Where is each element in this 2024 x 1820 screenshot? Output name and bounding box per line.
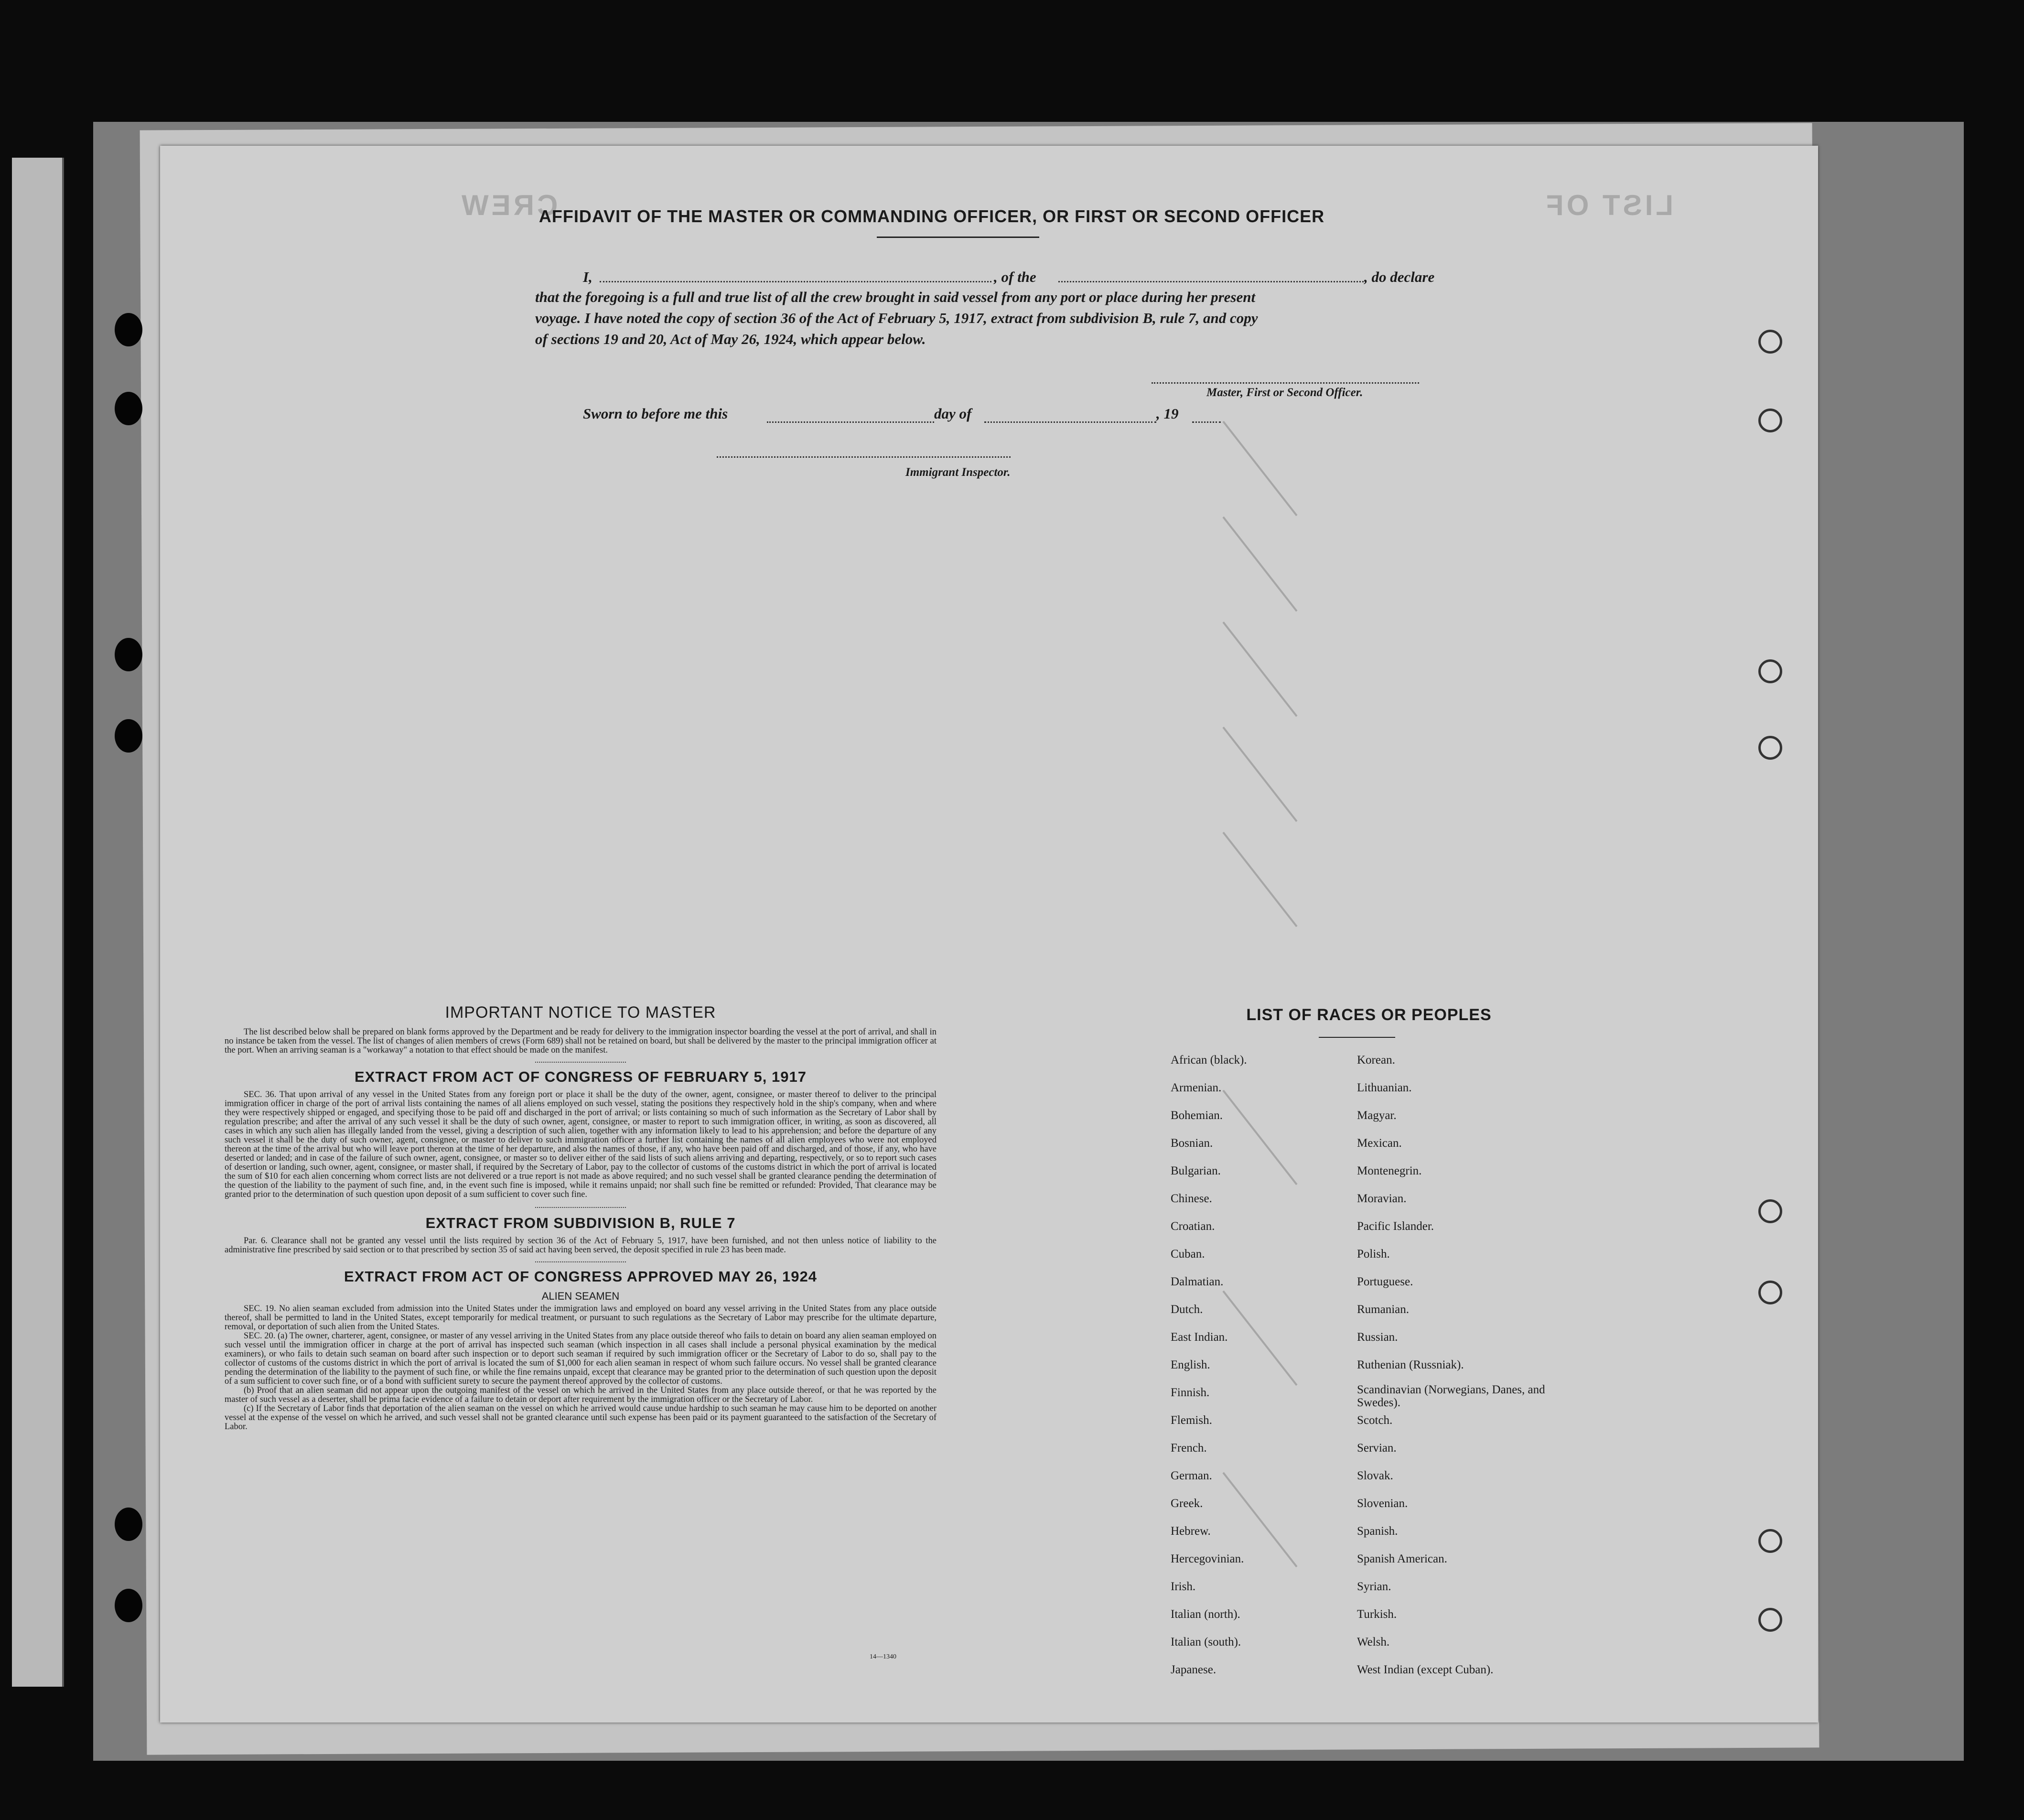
race-item: Welsh. [1357, 1636, 1390, 1648]
affidavit-line-3: voyage. I have noted the copy of section 36 of the Act of February 5, 1917, extract from subdivision B, rule 7, and copy [535, 310, 1258, 326]
binder-hole [1758, 659, 1782, 683]
title-rule [877, 237, 1039, 238]
race-item: Ruthenian (Russniak). [1357, 1358, 1464, 1371]
race-item: Pacific Islander. [1357, 1220, 1434, 1233]
alien-seamen-subtitle: ALIEN SEAMEN [541, 1290, 620, 1302]
extract-rule7-body: Par. 6. Clearance shall not be granted any vessel until the lists required by section 36 of the Act of February 5, 1917, have been furnished, and not then unless notice of liability to the administrative fine prescribed by said section or to that prescribed by section 35 of said act having been served, the deposit specified in rule 23 has been made. [225, 1236, 937, 1255]
race-item: Japanese. [1171, 1663, 1217, 1676]
race-item: Croatian. [1171, 1220, 1215, 1233]
punch-hole [115, 719, 142, 753]
race-item: Scandinavian (Norwegians, Danes, and Swedes). [1357, 1383, 1545, 1409]
race-item: Chinese. [1171, 1192, 1212, 1205]
race-item: Dutch. [1171, 1303, 1203, 1316]
form-number: 14—1340 [870, 1653, 896, 1660]
punch-hole [115, 1508, 142, 1541]
master-caption: Master, First or Second Officer. [1206, 386, 1363, 399]
binder-hole [1758, 1199, 1782, 1223]
race-item: French. [1171, 1442, 1207, 1454]
race-item: African (black). [1171, 1054, 1247, 1066]
sec-20a: SEC. 20. (a) The owner, charterer, agent, consignee, or master of any vessel arriving in the United States from any place outside thereof who fails to detain on board any alien seaman employed on such vessel until the immigration officer in charge at the port of arrival has inspected such seaman (which inspection in all cases shall include a personal physical examination by the medical examiners), or who fails to detain such seaman on board after such inspection or to deport such seaman if required by such immigration officer or the Secretary of Labor to do so, shall pay to the collector of customs of the customs district in which the port of arrival is located the sum of $1,000 for each alien seaman in respect of whom such failure occurs. No vessel shall be granted clearance pending the determination of the liability to the payment of such fine, or while the fine remains unpaid, except that clearance may be granted prior to the determination of such question upon the deposit of a sum sufficient to cover such fine, or of a bond with sufficient surety to secure the payment thereof approved by the collector of customs. [225, 1331, 937, 1386]
race-item: English. [1171, 1358, 1210, 1371]
race-item: Turkish. [1357, 1608, 1397, 1621]
punch-hole [115, 392, 142, 425]
race-item: German. [1171, 1469, 1212, 1482]
extract-1917-title: EXTRACT FROM ACT OF CONGRESS OF FEBRUARY 5, 1917 [355, 1068, 807, 1085]
race-item: Polish. [1357, 1248, 1390, 1260]
extract-1917-body: SEC. 36. That upon arrival of any vessel in the United States from any foreign port or place it shall be the duty of the owner, agent, consignee, or master thereof to deliver to the principal immigration officer in charge of the port of arrival lists containing the names of all aliens employed on such vessel, stating the positions they respectively hold in the ship's company, when and where they were respectively shipped or engaged, and specifying those to be paid off and discharged in the port of arrival; or lists containing so much of such information as the Secretary of Labor shall by regulation prescribe; and after the arrival of any such vessel it shall be the duty of such owner, agent, consignee, or master to report to such immigration officer, in writing, as soon as discovered, all cases in which any such alien has illegally landed from the vessel, giving a description of such alien, together with any information likely to lead to his apprehension; and before the departure of any such vessel it shall be the duty of such owner, agent, consignee, or master to deliver to such immigration officer a further list containing the names of all alien employees who were not employed thereon at the time of the arrival but who will leave port thereon at the time of her departure, and also the names of those, if any, who have been paid off and discharged, and of those, if any, who have deserted or landed; and in case of the failure of such owner, agent, consignee, or master so to deliver either of the said lists of such aliens arriving and departing, respectively, or so to report such cases of desertion or landing, such owner, agent, consignee, or master shall, if required by the Secretary of Labor, pay to the collector of customs of the customs district in which the port of arrival is located the sum of $10 for each alien concerning whom correct lists are not delivered or a true report is not made as above required; and no such vessel shall be granted clearance pending the determination of the question of the liability to the payment of such fine, and, in the event such fine is imposed, while it remains unpaid; nor shall such fine be remitted or refunded: Provided, That clearance may be granted prior to the determination of such question upon deposit of a sum sufficient to cover such fine. [225, 1090, 937, 1199]
race-item: Italian (north). [1171, 1608, 1240, 1621]
race-item: Greek. [1171, 1497, 1203, 1510]
day-of-text: day of [934, 405, 972, 422]
race-item: Montenegrin. [1357, 1164, 1422, 1177]
race-item: West Indian (except Cuban). [1357, 1663, 1494, 1676]
race-item: Portuguese. [1357, 1275, 1413, 1288]
binder-hole [1758, 1608, 1782, 1632]
name-field[interactable] [600, 281, 991, 282]
race-item: Hercegovinian. [1171, 1552, 1244, 1565]
sec-20c: (c) If the Secretary of Labor finds that deportation of the alien seaman on the vessel on which he arrived would cause undue hardship to such seaman he may cause him to be deported on another vessel at the expense of the vessel on which he arrived, and such vessel shall not be granted clearance until such expense has been paid or its payment guaranteed to the satisfaction of the Secretary of Labor. [225, 1404, 937, 1432]
races-title: LIST OF RACES OR PEOPLES [1246, 1006, 1492, 1024]
section-divider [535, 1261, 626, 1262]
race-item: Mexican. [1357, 1137, 1402, 1150]
affidavit-of-the: , of the [994, 269, 1036, 285]
notice-body: The list described below shall be prepared on blank forms approved by the Department and be ready for delivery to the immigration inspector boarding the vessel at the port of arrival, and shall in no instance be taken from the vessel. The list of changes of alien members of crews (Form 689) shall not be retained on board, but shall be delivered by the master to the principal immigration officer at the port. When an arriving seaman is a "workaway" a notation to that effect should be made on the manifest. [225, 1027, 937, 1055]
races-title-rule [1319, 1037, 1395, 1038]
race-item: Scotch. [1357, 1414, 1393, 1427]
inspector-caption: Immigrant Inspector. [905, 466, 1011, 479]
race-item: Flemish. [1171, 1414, 1212, 1427]
binder-hole [1758, 1281, 1782, 1304]
race-item: Servian. [1357, 1442, 1397, 1454]
race-item: Hebrew. [1171, 1525, 1211, 1538]
race-item: Russian. [1357, 1331, 1398, 1344]
sec-19: SEC. 19. No alien seaman excluded from admission into the United States under the immigration laws and employed on board any vessel arriving in the United States from any place outside thereof, shall be permitted to land in the United States, except temporarily for medical treatment, or pursuant to such regulations as the Secretary of Labor may prescribe for the ultimate departure, removal, or deportation of such alien from the United States. [225, 1304, 937, 1332]
race-item: Spanish. [1357, 1525, 1398, 1538]
race-item: Syrian. [1357, 1580, 1391, 1593]
bleed-through-text: CREW [459, 189, 558, 221]
race-item: Armenian. [1171, 1081, 1222, 1094]
sworn-day-field[interactable] [767, 421, 934, 423]
race-item: Spanish American. [1357, 1552, 1447, 1565]
extract-1924-title: EXTRACT FROM ACT OF CONGRESS APPROVED MAY 26, 1924 [344, 1268, 817, 1285]
extract-rule7-title: EXTRACT FROM SUBDIVISION B, RULE 7 [425, 1215, 736, 1231]
sec-20b: (b) Proof that an alien seaman did not appear upon the outgoing manifest of the vessel on which he arrived in the United States from any place outside thereof, or that he was reported by the master of such vessel as a deserter, shall be prima facie evidence of a failure to detain or deport after requirement by the immigration officer or the Secretary of Labor. [225, 1386, 937, 1404]
race-item: Bosnian. [1171, 1137, 1213, 1150]
adjacent-page-edge [12, 158, 64, 1687]
race-item: Italian (south). [1171, 1636, 1241, 1648]
race-item: Irish. [1171, 1580, 1196, 1593]
sworn-year-field[interactable] [1192, 421, 1221, 423]
year-text: , 19 [1156, 405, 1179, 422]
race-item: Bulgarian. [1171, 1164, 1221, 1177]
binder-hole [1758, 409, 1782, 432]
affidavit-declare: , do declare [1364, 269, 1435, 285]
notice-section [225, 1003, 937, 1432]
race-item: Magyar. [1357, 1109, 1397, 1122]
punch-hole [115, 1589, 142, 1622]
vessel-field[interactable] [1058, 281, 1367, 282]
race-item: Cuban. [1171, 1248, 1205, 1260]
bleed-through-text: LIST OF [1543, 189, 1673, 221]
master-signature-field[interactable] [1152, 382, 1419, 384]
race-item: Bohemian. [1171, 1109, 1223, 1122]
race-item: Lithuanian. [1357, 1081, 1412, 1094]
sworn-month-field[interactable] [984, 421, 1156, 423]
race-item: Slovenian. [1357, 1497, 1408, 1510]
punch-hole [115, 313, 142, 346]
binder-hole [1758, 330, 1782, 354]
race-item: Finnish. [1171, 1386, 1210, 1399]
inspector-signature-field[interactable] [717, 456, 1011, 458]
punch-hole [115, 638, 142, 671]
sworn-text: Sworn to before me this [583, 405, 728, 422]
affidavit-line-4: of sections 19 and 20, Act of May 26, 1924, which appear below. [535, 331, 926, 347]
section-divider [535, 1062, 626, 1063]
affidavit-title: AFFIDAVIT OF THE MASTER OR COMMANDING OFFICER, OR FIRST OR SECOND OFFICER [538, 206, 1325, 226]
affidavit-i: I, [583, 269, 592, 285]
document-sheet [160, 146, 1818, 1723]
race-item: Slovak. [1357, 1469, 1393, 1482]
binder-hole [1758, 1529, 1782, 1553]
race-item: Dalmatian. [1171, 1275, 1224, 1288]
notice-title: IMPORTANT NOTICE TO MASTER [445, 1003, 716, 1022]
race-item: Moravian. [1357, 1192, 1407, 1205]
race-item: Korean. [1357, 1054, 1395, 1066]
race-item: Rumanian. [1357, 1303, 1410, 1316]
section-divider [535, 1207, 626, 1208]
binder-hole [1758, 736, 1782, 760]
affidavit-line-2: that the foregoing is a full and true list of all the crew brought in said vessel from any port or place during her present [535, 289, 1256, 305]
race-item: East Indian. [1171, 1331, 1228, 1344]
